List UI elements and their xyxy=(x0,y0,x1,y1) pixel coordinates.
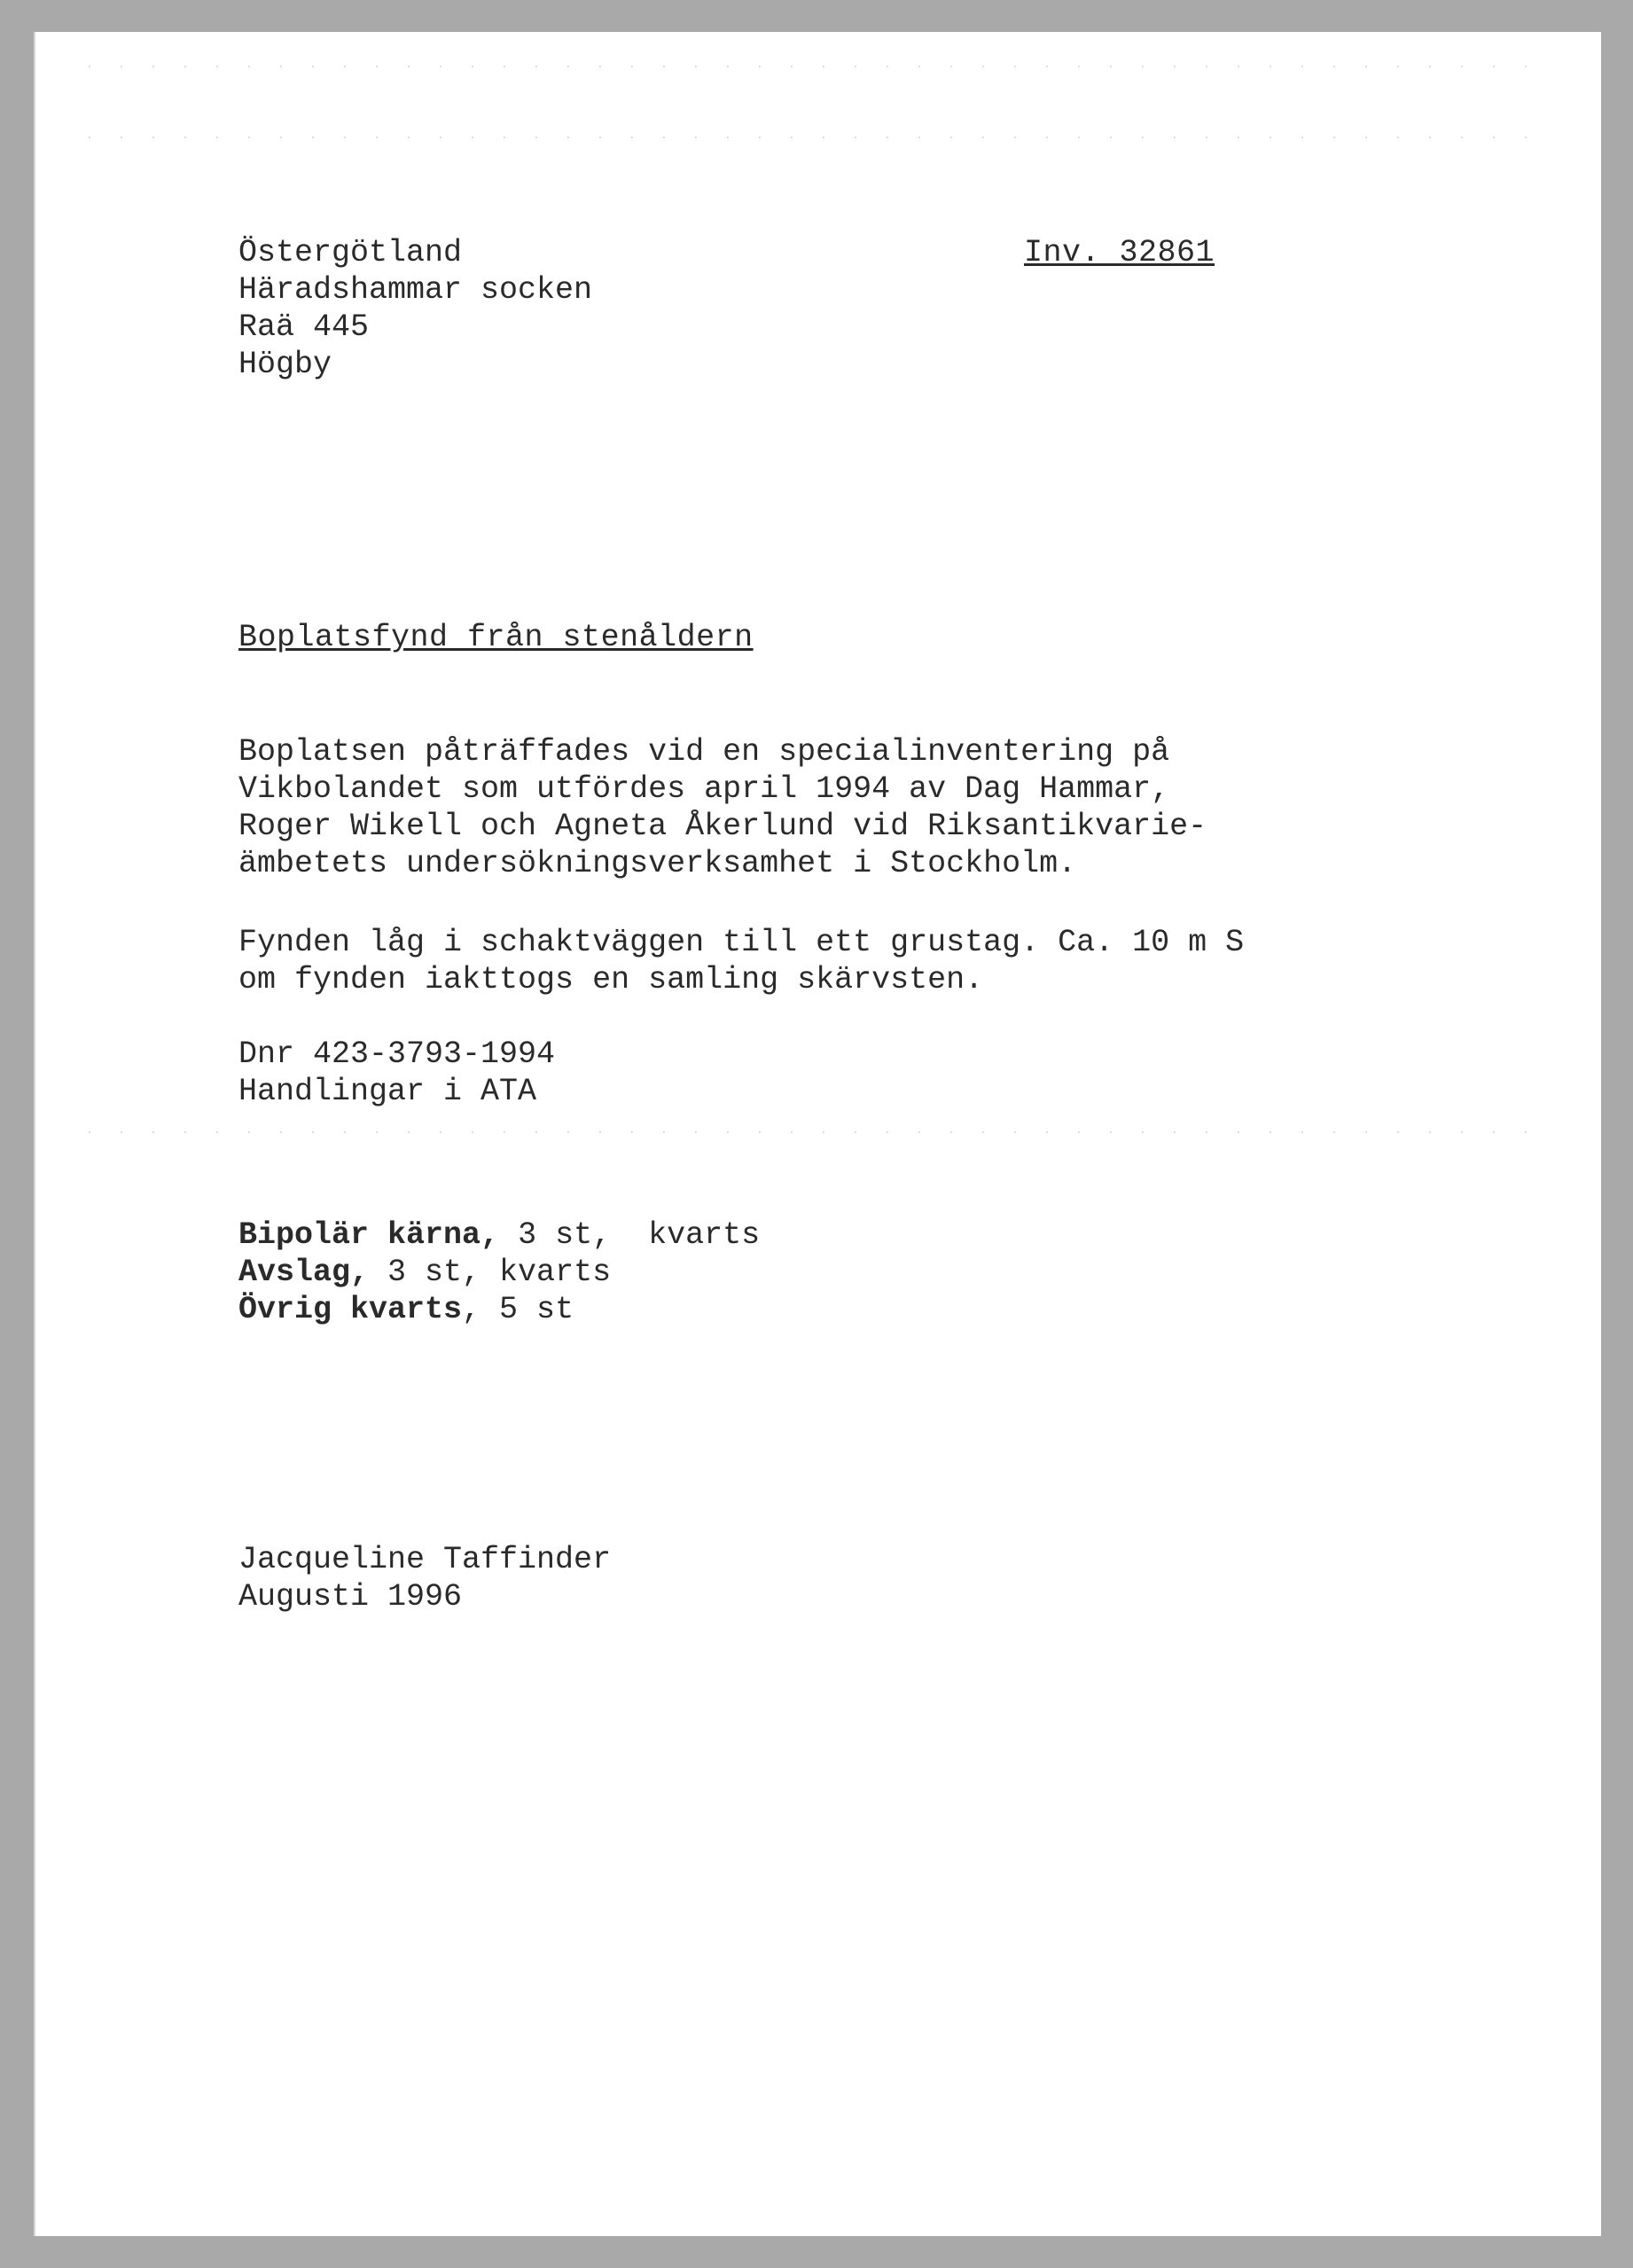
document-page xyxy=(34,32,1601,2236)
find-detail: , 5 st xyxy=(462,1292,574,1327)
signature-date: Augusti 1996 xyxy=(238,1579,463,1615)
paragraph-line: Vikbolandet som utfördes april 1994 av Dag Hammar, xyxy=(238,771,1170,807)
address-line: Östergötland xyxy=(238,235,463,270)
paragraph-location xyxy=(238,924,1244,998)
paragraph-line: ämbetets undersökningsverksamhet i Stockholm. xyxy=(238,846,1077,881)
inventory-number: Inv. 32861 xyxy=(1024,235,1215,270)
paragraph-line: Dnr 423-3793-1994 xyxy=(238,1036,556,1072)
find-name: Avslag, xyxy=(238,1255,370,1290)
find-item xyxy=(238,1254,760,1291)
find-item xyxy=(238,1216,760,1254)
paragraph-line: om fynden iakttogs en samling skärvsten. xyxy=(238,962,984,997)
signature-block xyxy=(238,1541,611,1615)
find-name: Bipolär kärna, xyxy=(238,1217,500,1253)
scan-artifact-line xyxy=(89,137,1548,138)
address-line: Häradshammar socken xyxy=(238,272,593,308)
find-name: Övrig kvarts xyxy=(238,1292,463,1327)
address-block xyxy=(238,234,592,383)
document-title: Boplatsfynd från stenåldern xyxy=(238,620,754,655)
paragraph-discovery xyxy=(238,733,1207,882)
address-line: Högby xyxy=(238,347,332,382)
paragraph-line: Fynden låg i schaktväggen till ett grustag. Ca. 10 m S xyxy=(238,925,1245,960)
paragraph-line: Roger Wikell och Agneta Åkerlund vid Riksantikvarie- xyxy=(238,809,1207,844)
address-line: Raä 445 xyxy=(238,309,370,345)
signature-name: Jacqueline Taffinder xyxy=(238,1542,612,1577)
finds-list xyxy=(238,1216,760,1328)
scan-artifact-line xyxy=(89,1131,1548,1133)
find-item xyxy=(238,1291,760,1328)
find-detail: 3 st, kvarts xyxy=(499,1217,761,1253)
scan-artifact-line xyxy=(89,66,1548,67)
find-detail: 3 st, kvarts xyxy=(369,1255,612,1290)
paragraph-reference xyxy=(238,1036,555,1110)
paragraph-line: Handlingar i ATA xyxy=(238,1074,537,1109)
paragraph-line: Boplatsen påträffades vid en specialinventering på xyxy=(238,734,1170,770)
